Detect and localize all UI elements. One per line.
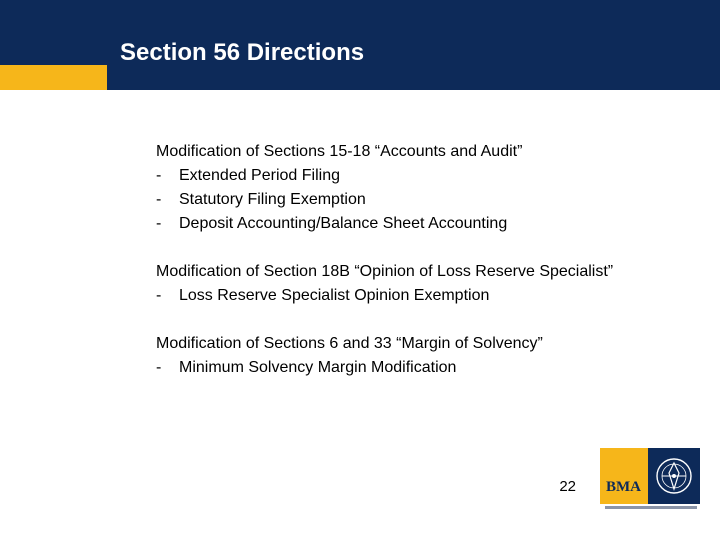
bullet-text: Minimum Solvency Margin Modification — [179, 359, 457, 376]
bullet-item — [156, 164, 696, 188]
bullet-item — [156, 188, 696, 212]
seal-icon — [648, 448, 700, 504]
bullet-text: Loss Reserve Specialist Opinion Exemption — [179, 287, 490, 304]
slide-title: Section 56 Directions — [120, 39, 365, 66]
section-loss-reserve — [156, 260, 696, 308]
section-accounts-audit — [156, 140, 696, 236]
bullet-item — [156, 212, 696, 236]
section-heading: Modification of Sections 6 and 33 “Margin of Solvency” — [156, 335, 543, 352]
bullet-dash: - — [156, 167, 162, 184]
logo-gold-panel — [600, 448, 648, 504]
bullet-dash: - — [156, 359, 162, 376]
bullet-item — [156, 356, 696, 380]
bullet-dash: - — [156, 191, 162, 208]
section-margin-solvency — [156, 332, 696, 380]
bullet-item — [156, 284, 696, 308]
bma-logo — [600, 448, 700, 512]
bullet-dash: - — [156, 215, 162, 232]
section-heading: Modification of Sections 15-18 “Accounts and Audit” — [156, 143, 523, 160]
title-accent-bar — [0, 65, 107, 90]
logo-wordmark: BMA — [606, 479, 641, 495]
logo-navy-panel — [648, 448, 700, 504]
bullet-text: Statutory Filing Exemption — [179, 191, 366, 208]
bullet-dash: - — [156, 287, 162, 304]
section-heading: Modification of Section 18B “Opinion of Loss Reserve Specialist” — [156, 263, 614, 280]
bullet-text: Extended Period Filing — [179, 167, 340, 184]
logo-tagline-line — [605, 506, 697, 509]
slide-content — [156, 140, 696, 404]
page-number: 22 — [559, 478, 576, 495]
bullet-text: Deposit Accounting/Balance Sheet Accounting — [179, 215, 508, 232]
